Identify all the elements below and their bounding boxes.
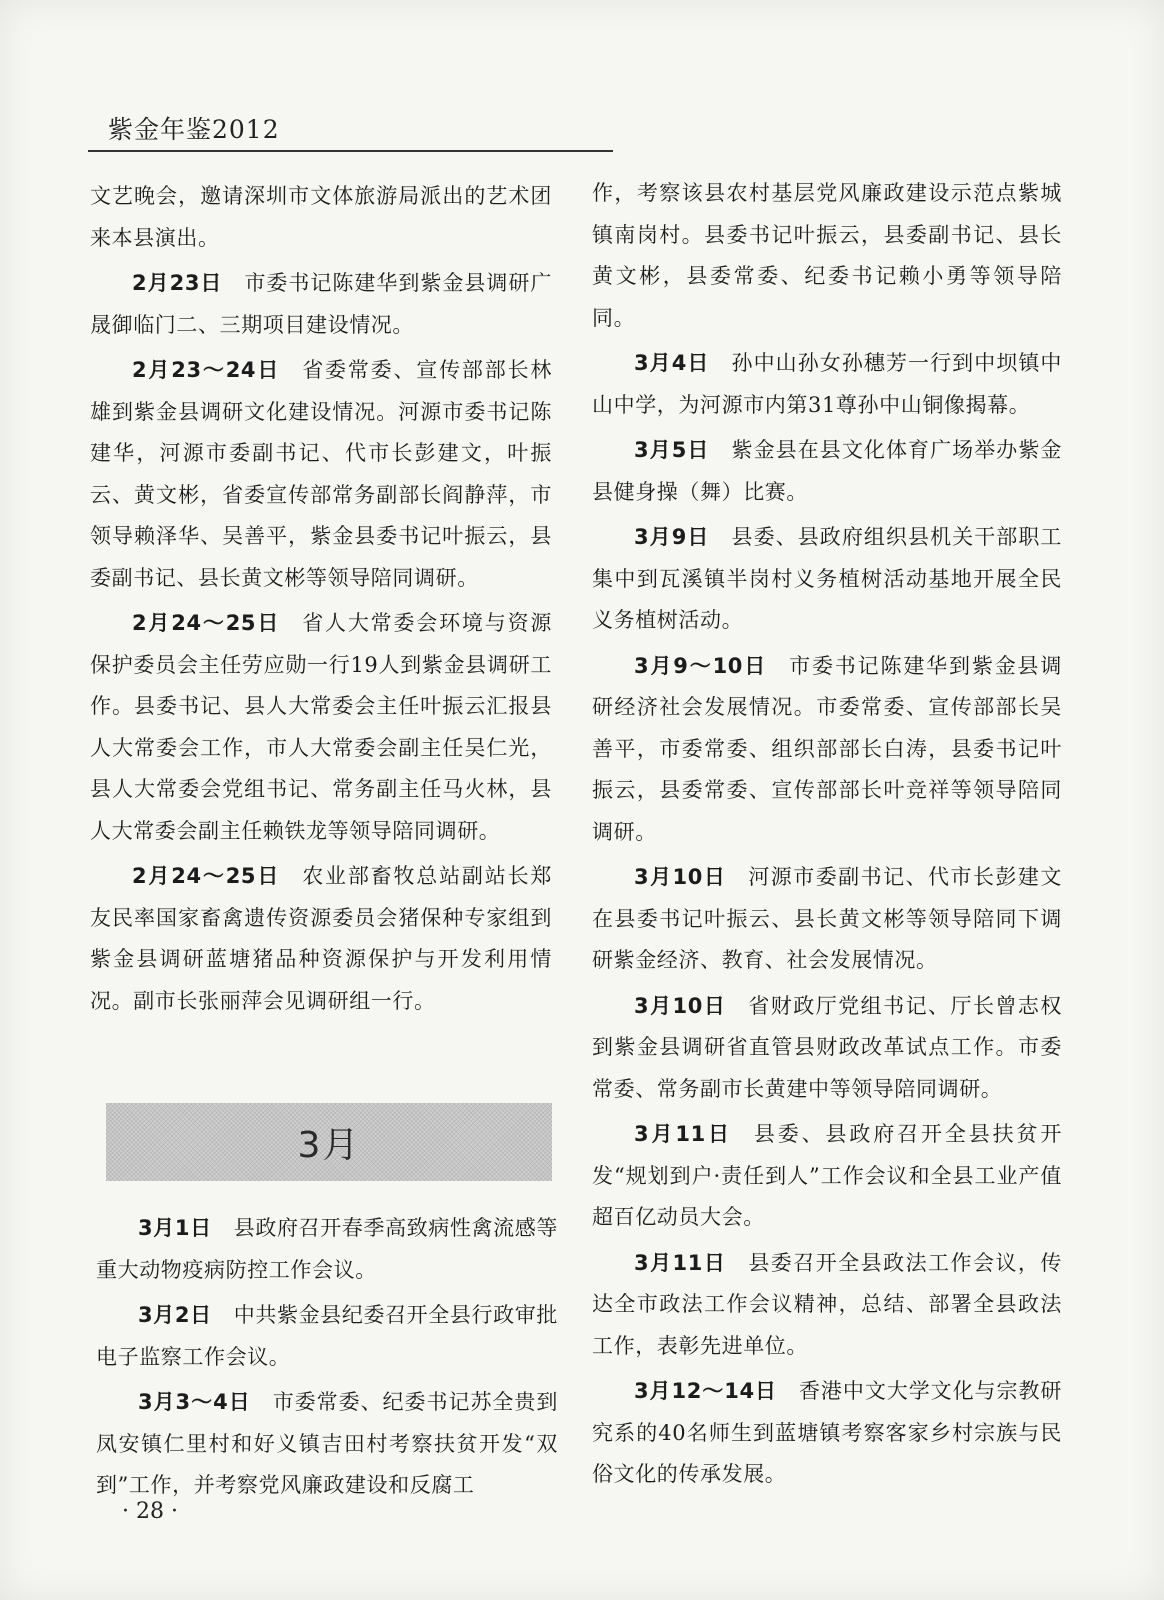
entry-text: 县委、县政府组织县机关干部职工集中到瓦溪镇半岗村义务植树活动基地开展全民义务植树活动。 [592,525,1063,632]
entry [96,1295,558,1378]
entry-date: 2月24～25日 [132,611,281,635]
entry-text: 市委书记陈建华到紫金县调研广晟御临门二、三期项目建设情况。 [90,271,552,337]
entry-text: 省委常委、宣传部部长林雄到紫金县调研文化建设情况。河源市委书记陈建华，河源市委副书记、代市长彭建文，叶振云、黄文彬，省委宣传部常务副部长阎静萍，市领导赖泽华、吴善平，紫金县委书记叶振云，县委副书记、县长黄文彬等领导陪同调研。 [90,358,552,590]
entry [592,1371,1062,1496]
entry-date: 3月11日 [634,1122,732,1146]
entry-date: 3月11日 [634,1250,727,1275]
left-column [90,176,552,1026]
entry-text: 省人大常委会环境与资源保护委员会主任劳应勋一行19人到紫金县调研工作。县委书记、县人大常委会主任叶振云汇报县人大常委会工作，市人大常委会副主任吴仁光，县人大常委会党组书记、常务副主任马火林，县人大常委会副主任赖铁龙等领导陪同调研。 [90,611,552,843]
entry [90,856,552,1022]
entry [592,517,1062,642]
entry-text: 市委常委、纪委书记苏全贵到凤安镇仁里村和好义镇吉田村考察扶贫开发“双到”工作，并考察党风廉政建设和反腐工 [96,1390,558,1497]
entry-text: 市委书记陈建华到紫金县调研经济社会发展情况。市委常委、宣传部部长吴善平，市委常委、组织部部长白涛，县委书记叶振云，县委常委、宣传部部长叶竞祥等领导陪同调研。 [592,653,1062,844]
entry-text: 香港中文大学文化与宗教研究系的40名师生到蓝塘镇考察客家乡村宗族与民俗文化的传承发展。 [592,1379,1063,1486]
entry-text: 县委、县政府召开全县扶贫开发“规划到户·责任到人”工作会议和全县工业产值超百亿动员大会。 [592,1122,1062,1229]
entry-text: 文艺晚会，邀请深圳市文体旅游局派出的艺术团来本县演出。 [90,184,552,250]
entry-date: 3月9～10日 [634,653,768,678]
entry [90,603,552,852]
entry-text: 紫金县在县文化体育广场举办紫金县健身操（舞）比赛。 [592,438,1063,504]
entry [592,1114,1062,1239]
entry-date: 3月9日 [634,525,710,549]
entry-text: 县政府召开春季高致病性禽流感等重大动物疫病防控工作会议。 [96,1216,559,1282]
entry-date: 3月12～14日 [634,1379,777,1403]
entry [592,857,1062,982]
paragraph [90,176,552,259]
month-title: 3月 [297,1124,361,1166]
entry-text: 孙中山孙女孙穗芳一行到中坝镇中山中学，为河源市内第31尊孙中山铜像揭幕。 [592,351,1063,417]
entry-text: 县委召开全县政法工作会议，传达全市政法工作会议精神，总结、部署全县政法工作，表彰先进单位。 [592,1250,1062,1358]
entry [592,1243,1062,1368]
header-rule [88,150,613,152]
entry [592,343,1062,426]
entry-text: 中共紫金县纪委召开全县行政审批电子监察工作会议。 [96,1303,559,1369]
entry-date: 3月3～4日 [138,1390,251,1414]
entry-date: 3月1日 [138,1216,212,1240]
running-header: 紫金年鉴2012 [108,115,280,144]
entry-text: 省财政厅党组书记、厅长曾志权到紫金县调研省直管县财政改革试点工作。市委常委、常务副市长黄建中等领导陪同调研。 [592,993,1062,1101]
entry [592,430,1062,513]
entry-date: 3月4日 [634,351,710,375]
entry-date: 3月10日 [634,865,727,889]
entry-text: 农业部畜牧总站副站长郑友民率国家畜禽遗传资源委员会猪保种专家组到紫金县调研蓝塘猪品种资源保护与开发利用情况。副市长张丽萍会见调研组一行。 [90,864,552,1013]
entry-date: 3月10日 [634,993,727,1018]
entry-date: 2月23～24日 [132,358,281,382]
entry-date: 2月24～25日 [132,864,281,888]
right-column [592,173,1062,1500]
paragraph [592,173,1062,339]
month-banner [106,1103,552,1181]
entry-text: 作，考察该县农村基层党风廉政建设示范点紫城镇南岗村。县委书记叶振云，县委副书记、县长黄文彬，县委常委、纪委书记赖小勇等领导陪同。 [592,181,1062,330]
entry [592,986,1062,1111]
entry [592,646,1062,854]
entry [90,350,552,599]
page-number: · 28 · [122,1499,178,1524]
entry [96,1208,558,1291]
entry-text: 河源市委副书记、代市长彭建文在县委书记叶振云、县长黄文彬等领导陪同下调研紫金经济、教育、社会发展情况。 [592,865,1062,972]
entry-date: 3月5日 [634,438,710,462]
entry [96,1382,558,1507]
entry [90,263,552,346]
left-column-march [96,1208,558,1511]
entry-date: 3月2日 [138,1303,212,1327]
entry-date: 2月23日 [132,271,223,295]
